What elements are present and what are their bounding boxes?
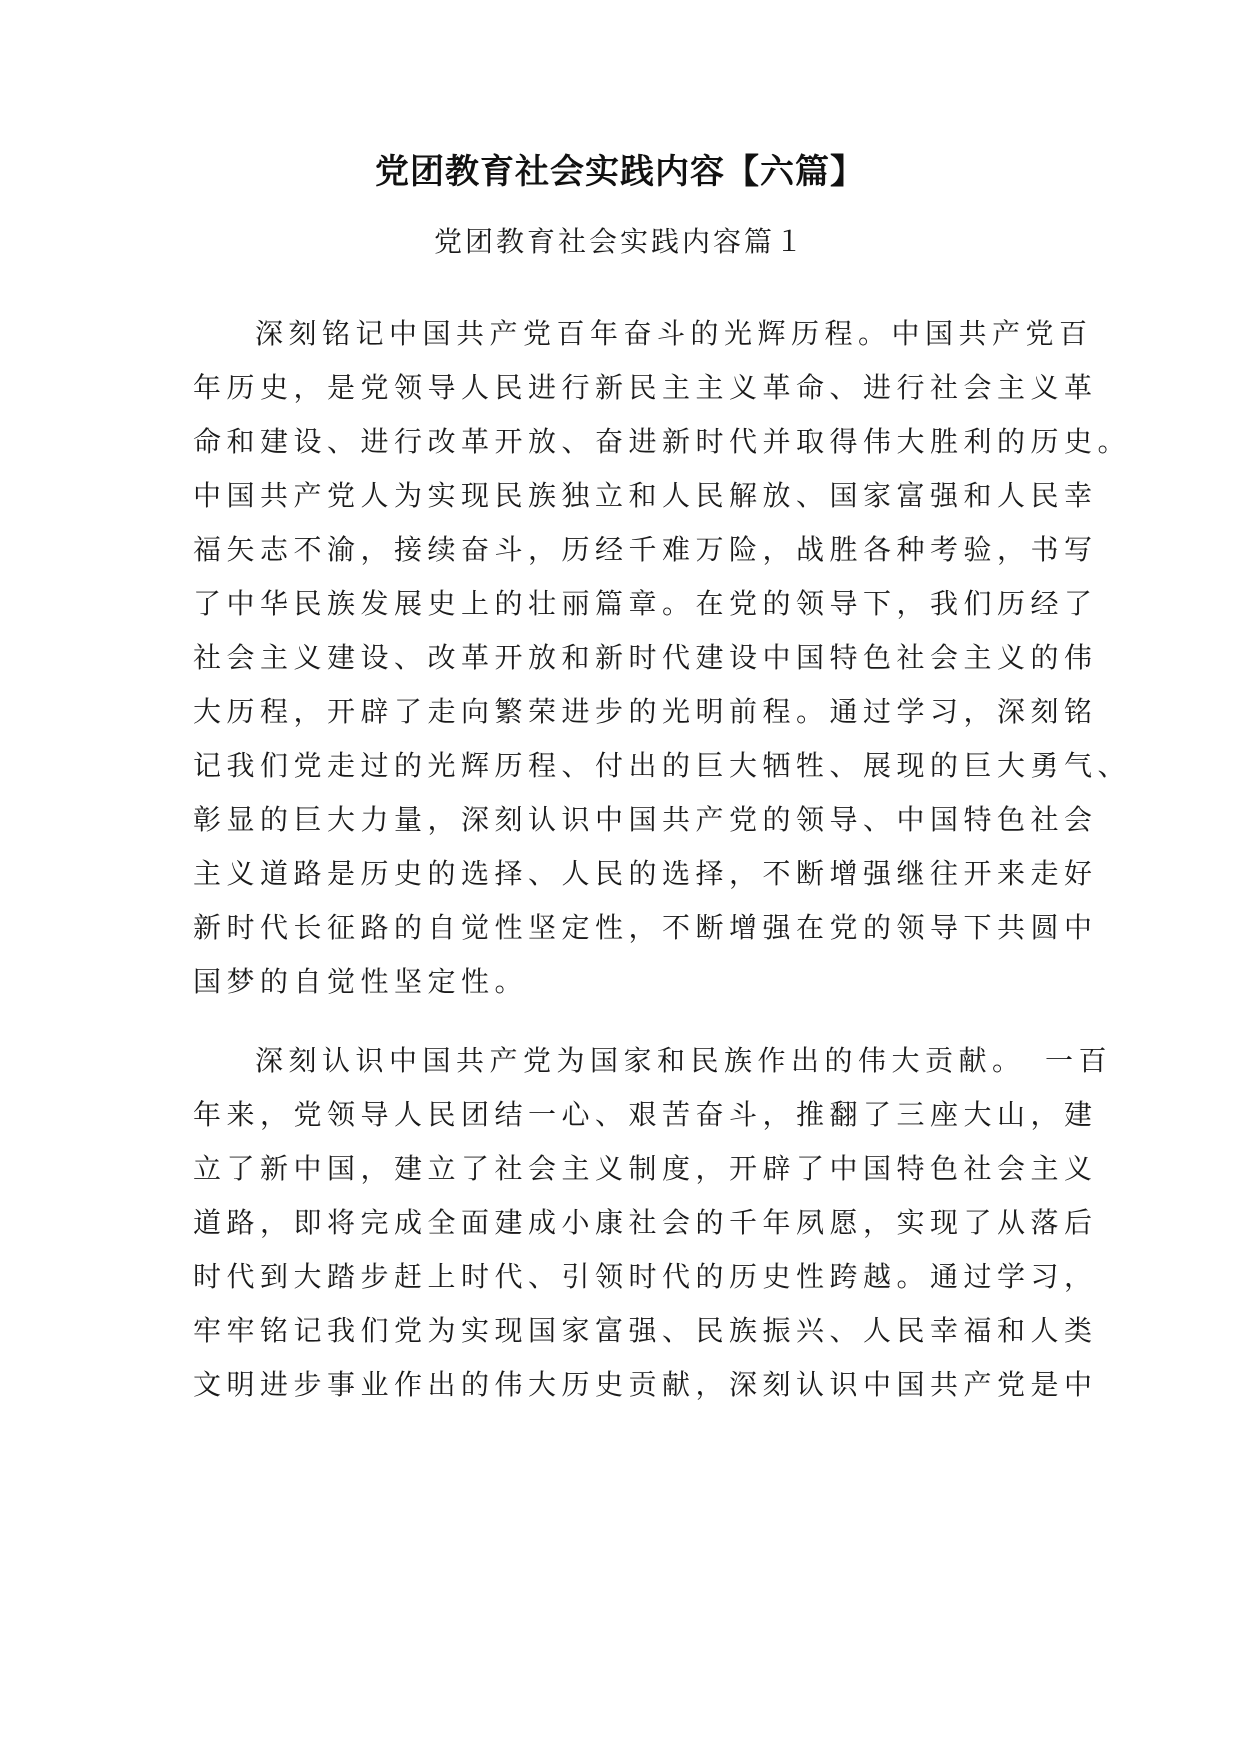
paragraph-2 xyxy=(193,1034,1113,1412)
text-line: 中国共产党人为实现民族独立和人民解放、国家富强和人民幸 xyxy=(193,479,1098,512)
document-subtitle: 党团教育社会实践内容篇１ xyxy=(433,225,806,258)
text-line: 新时代长征路的自觉性坚定性，不断增强在党的领导下共圆中 xyxy=(193,911,1098,944)
text-line: 社会主义建设、改革开放和新时代建设中国特色社会主义的伟 xyxy=(193,641,1098,674)
text-line: 文明进步事业作出的伟大历史贡献，深刻认识中国共产党是中 xyxy=(193,1368,1098,1401)
text-line: 时代到大踏步赶上时代、引领时代的历史性跨越。通过学习， xyxy=(193,1260,1098,1293)
text-line: 立了新中国，建立了社会主义制度，开辟了中国特色社会主义 xyxy=(193,1152,1098,1185)
text-line: 命和建设、进行改革开放、奋进新时代并取得伟大胜利的历史。 xyxy=(193,425,1132,458)
text-line: 大历程，开辟了走向繁荣进步的光明前程。通过学习，深刻铭 xyxy=(193,695,1098,728)
document-title: 党团教育社会实践内容【六篇】 xyxy=(375,152,865,192)
text-line: 深刻认识中国共产党为国家和民族作出的伟大贡献。 一百 xyxy=(255,1044,1113,1077)
text-line: 彰显的巨大力量，深刻认识中国共产党的领导、中国特色社会 xyxy=(193,803,1098,836)
text-line: 记我们党走过的光辉历程、付出的巨大牺牲、展现的巨大勇气、 xyxy=(193,749,1132,782)
text-line: 主义道路是历史的选择、人民的选择，不断增强继往开来走好 xyxy=(193,857,1098,890)
text-line: 福矢志不渝，接续奋斗，历经千难万险，战胜各种考验，书写 xyxy=(193,533,1098,566)
text-line: 道路，即将完成全面建成小康社会的千年夙愿，实现了从落后 xyxy=(193,1206,1098,1239)
paragraph-1 xyxy=(193,307,1132,1009)
text-line: 年来，党领导人民团结一心、艰苦奋斗，推翻了三座大山，建 xyxy=(193,1098,1098,1131)
text-line: 深刻铭记中国共产党百年奋斗的光辉历程。中国共产党百 xyxy=(255,317,1093,350)
text-line: 了中华民族发展史上的壮丽篇章。在党的领导下，我们历经了 xyxy=(193,587,1098,620)
text-line: 牢牢铭记我们党为实现国家富强、民族振兴、人民幸福和人类 xyxy=(193,1314,1098,1347)
text-line: 年历史，是党领导人民进行新民主主义革命、进行社会主义革 xyxy=(193,371,1098,404)
document-body xyxy=(193,307,1132,1437)
text-line: 国梦的自觉性坚定性。 xyxy=(193,965,529,998)
